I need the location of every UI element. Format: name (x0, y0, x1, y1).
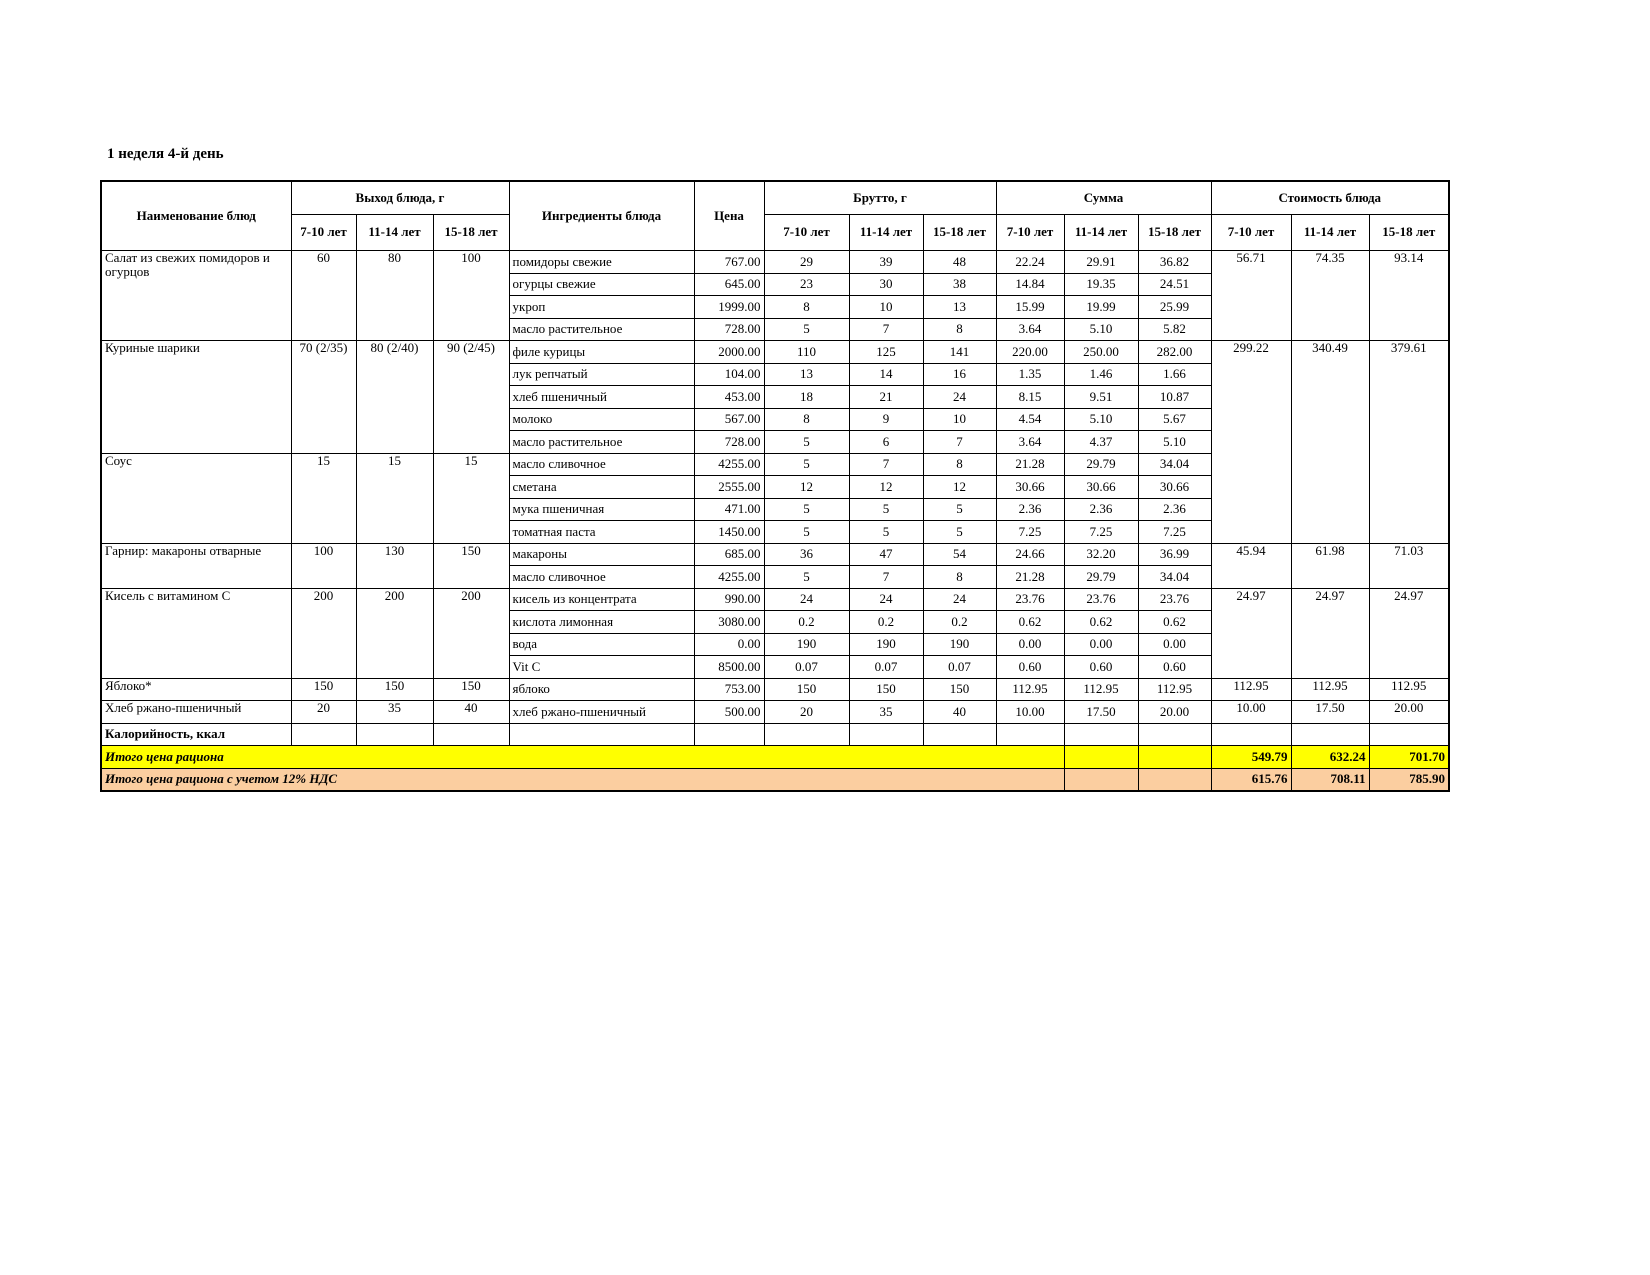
portion-cell: 200 (291, 588, 356, 678)
sum-cell: 29.79 (1064, 453, 1138, 476)
price-cell: 753.00 (694, 678, 764, 701)
dish-name-cell: Хлеб ржано-пшеничный (101, 701, 291, 724)
dish-name-cell: Яблоко* (101, 678, 291, 701)
sum-cell: 112.95 (996, 678, 1064, 701)
sum-cell: 1.35 (996, 363, 1064, 386)
price-cell: 500.00 (694, 701, 764, 724)
brutto-cell: 8 (923, 453, 996, 476)
dish-name-cell: Гарнир: макароны отварные (101, 543, 291, 588)
brutto-cell: 190 (764, 633, 849, 656)
portion-cell: 35 (356, 701, 433, 724)
empty-cell (1291, 723, 1369, 746)
ingredient-cell: лук репчатый (509, 363, 694, 386)
brutto-cell: 10 (849, 296, 923, 319)
brutto-cell: 190 (849, 633, 923, 656)
header-age-col: 15-18 лет (1369, 215, 1449, 251)
sum-cell: 20.00 (1138, 701, 1211, 724)
ingredient-cell: мука пшеничная (509, 498, 694, 521)
sum-cell: 17.50 (1064, 701, 1138, 724)
page-title: 1 неделя 4-й день (107, 146, 224, 162)
header-age-col: 7-10 лет (996, 215, 1064, 251)
sum-cell: 29.91 (1064, 251, 1138, 274)
header-age-col: 15-18 лет (1138, 215, 1211, 251)
brutto-cell: 141 (923, 341, 996, 364)
sum-cell: 4.54 (996, 408, 1064, 431)
price-cell: 728.00 (694, 431, 764, 454)
portion-cell: 130 (356, 543, 433, 588)
dish-name-cell: Куриные шарики (101, 341, 291, 454)
price-cell: 1999.00 (694, 296, 764, 319)
sum-cell: 22.24 (996, 251, 1064, 274)
brutto-cell: 24 (923, 386, 996, 409)
price-cell: 0.00 (694, 633, 764, 656)
brutto-cell: 21 (849, 386, 923, 409)
price-cell: 3080.00 (694, 611, 764, 634)
dish-cost-cell: 112.95 (1369, 678, 1449, 701)
price-cell: 767.00 (694, 251, 764, 274)
sum-cell: 220.00 (996, 341, 1064, 364)
dish-cost-cell: 24.97 (1211, 588, 1291, 678)
brutto-cell: 38 (923, 273, 996, 296)
header-brutto-group: Брутто, г (764, 181, 996, 215)
empty-cell (356, 723, 433, 746)
brutto-cell: 110 (764, 341, 849, 364)
brutto-cell: 7 (849, 453, 923, 476)
empty-cell (849, 723, 923, 746)
dish-name-cell: Кисель с витамином С (101, 588, 291, 678)
price-cell: 1450.00 (694, 521, 764, 544)
sum-cell: 5.10 (1064, 408, 1138, 431)
dish-cost-cell: 93.14 (1369, 251, 1449, 341)
sum-cell: 34.04 (1138, 566, 1211, 589)
header-sum-group: Сумма (996, 181, 1211, 215)
sum-cell: 112.95 (1064, 678, 1138, 701)
ingredient-cell: огурцы свежие (509, 273, 694, 296)
portion-cell: 15 (433, 453, 509, 543)
sum-cell: 0.00 (996, 633, 1064, 656)
brutto-cell: 12 (849, 476, 923, 499)
portion-cell: 60 (291, 251, 356, 341)
brutto-cell: 5 (764, 521, 849, 544)
empty-cell (694, 723, 764, 746)
sum-cell: 112.95 (1138, 678, 1211, 701)
header-age-col: 11-14 лет (1064, 215, 1138, 251)
sum-cell: 0.60 (996, 656, 1064, 679)
sum-cell: 0.60 (1064, 656, 1138, 679)
sum-cell: 19.35 (1064, 273, 1138, 296)
dish-cost-cell: 45.94 (1211, 543, 1291, 588)
brutto-cell: 35 (849, 701, 923, 724)
sum-cell: 19.99 (1064, 296, 1138, 319)
price-cell: 567.00 (694, 408, 764, 431)
dish-cost-cell: 379.61 (1369, 341, 1449, 544)
portion-cell: 70 (2/35) (291, 341, 356, 454)
brutto-cell: 0.07 (764, 656, 849, 679)
header-age-col: 11-14 лет (849, 215, 923, 251)
dish-cost-cell: 24.97 (1291, 588, 1369, 678)
brutto-cell: 7 (849, 566, 923, 589)
ingredient-cell: кисель из концентрата (509, 588, 694, 611)
header-output-group: Выход блюда, г (291, 181, 509, 215)
ingredient-cell: кислота лимонная (509, 611, 694, 634)
total-vat-row (101, 768, 1449, 791)
total-value-cell: 632.24 (1291, 746, 1369, 769)
dish-cost-cell: 56.71 (1211, 251, 1291, 341)
table-row (101, 678, 1449, 701)
price-cell: 104.00 (694, 363, 764, 386)
portion-cell: 100 (433, 251, 509, 341)
sum-cell: 1.46 (1064, 363, 1138, 386)
portion-cell: 15 (356, 453, 433, 543)
brutto-cell: 54 (923, 543, 996, 566)
ingredient-cell: молоко (509, 408, 694, 431)
brutto-cell: 5 (764, 498, 849, 521)
empty-cell (996, 723, 1064, 746)
empty-cell (433, 723, 509, 746)
empty-cell (1064, 723, 1138, 746)
total-value-cell: 785.90 (1369, 768, 1449, 791)
brutto-cell: 24 (923, 588, 996, 611)
sum-cell: 9.51 (1064, 386, 1138, 409)
brutto-cell: 150 (923, 678, 996, 701)
brutto-cell: 12 (764, 476, 849, 499)
sum-cell: 7.25 (1064, 521, 1138, 544)
portion-cell: 100 (291, 543, 356, 588)
brutto-cell: 47 (849, 543, 923, 566)
ingredient-cell: макароны (509, 543, 694, 566)
total-row (101, 746, 1449, 769)
brutto-cell: 8 (923, 566, 996, 589)
header-age-col: 15-18 лет (923, 215, 996, 251)
ingredient-cell: масло растительное (509, 318, 694, 341)
ingredient-cell: помидоры свежие (509, 251, 694, 274)
dish-cost-cell: 299.22 (1211, 341, 1291, 544)
portion-cell: 150 (356, 678, 433, 701)
brutto-cell: 13 (764, 363, 849, 386)
dish-cost-cell: 20.00 (1369, 701, 1449, 724)
empty-cell (1211, 723, 1291, 746)
empty-cell (1369, 723, 1449, 746)
sum-cell: 24.66 (996, 543, 1064, 566)
sum-cell: 21.28 (996, 453, 1064, 476)
ingredient-cell: укроп (509, 296, 694, 319)
brutto-cell: 8 (764, 296, 849, 319)
sum-cell: 36.99 (1138, 543, 1211, 566)
sum-cell: 4.37 (1064, 431, 1138, 454)
total-label: Итого цена рациона (101, 746, 1064, 769)
header-age-col: 11-14 лет (356, 215, 433, 251)
header-ingredients: Ингредиенты блюда (509, 181, 694, 251)
sum-cell: 21.28 (996, 566, 1064, 589)
brutto-cell: 9 (849, 408, 923, 431)
ingredient-cell: филе курицы (509, 341, 694, 364)
header-price: Цена (694, 181, 764, 251)
header-age-col: 15-18 лет (433, 215, 509, 251)
dish-cost-cell: 10.00 (1211, 701, 1291, 724)
dish-cost-cell: 17.50 (1291, 701, 1369, 724)
brutto-cell: 40 (923, 701, 996, 724)
table-row (101, 588, 1449, 611)
brutto-cell: 5 (764, 318, 849, 341)
brutto-cell: 0.2 (849, 611, 923, 634)
brutto-cell: 48 (923, 251, 996, 274)
brutto-cell: 5 (923, 498, 996, 521)
header-age-col: 7-10 лет (764, 215, 849, 251)
sum-cell: 23.76 (1138, 588, 1211, 611)
brutto-cell: 16 (923, 363, 996, 386)
portion-cell: 15 (291, 453, 356, 543)
table-row (101, 251, 1449, 274)
brutto-cell: 24 (764, 588, 849, 611)
brutto-cell: 150 (764, 678, 849, 701)
brutto-cell: 5 (764, 566, 849, 589)
total-value-cell: 708.11 (1291, 768, 1369, 791)
sum-cell: 30.66 (996, 476, 1064, 499)
total-value-cell: 615.76 (1211, 768, 1291, 791)
sum-cell: 34.04 (1138, 453, 1211, 476)
sum-cell: 0.60 (1138, 656, 1211, 679)
portion-cell: 80 (2/40) (356, 341, 433, 454)
sum-cell: 3.64 (996, 431, 1064, 454)
brutto-cell: 18 (764, 386, 849, 409)
brutto-cell: 0.2 (764, 611, 849, 634)
brutto-cell: 23 (764, 273, 849, 296)
ingredient-cell: сметана (509, 476, 694, 499)
empty-cell (509, 723, 694, 746)
sum-cell: 2.36 (1064, 498, 1138, 521)
price-cell: 645.00 (694, 273, 764, 296)
dish-cost-cell: 74.35 (1291, 251, 1369, 341)
empty-cell (1064, 746, 1138, 769)
brutto-cell: 0.2 (923, 611, 996, 634)
ingredient-cell: яблоко (509, 678, 694, 701)
calories-row (101, 723, 1449, 746)
sum-cell: 8.15 (996, 386, 1064, 409)
dish-cost-cell: 112.95 (1211, 678, 1291, 701)
dish-name-cell: Салат из свежих помидоров и огурцов (101, 251, 291, 341)
brutto-cell: 7 (849, 318, 923, 341)
header-age-col: 7-10 лет (291, 215, 356, 251)
sum-cell: 0.00 (1138, 633, 1211, 656)
brutto-cell: 5 (764, 431, 849, 454)
ingredient-cell: масло растительное (509, 431, 694, 454)
sum-cell: 23.76 (996, 588, 1064, 611)
sum-cell: 2.36 (1138, 498, 1211, 521)
portion-cell: 150 (433, 543, 509, 588)
price-cell: 4255.00 (694, 453, 764, 476)
price-cell: 990.00 (694, 588, 764, 611)
empty-cell (1138, 768, 1211, 791)
brutto-cell: 190 (923, 633, 996, 656)
brutto-cell: 39 (849, 251, 923, 274)
brutto-cell: 0.07 (849, 656, 923, 679)
brutto-cell: 8 (764, 408, 849, 431)
ingredient-cell: томатная паста (509, 521, 694, 544)
sum-cell: 5.82 (1138, 318, 1211, 341)
sum-cell: 32.20 (1064, 543, 1138, 566)
total-value-cell: 701.70 (1369, 746, 1449, 769)
sum-cell: 0.62 (1138, 611, 1211, 634)
ration-cost-table (100, 180, 1450, 792)
portion-cell: 40 (433, 701, 509, 724)
ingredient-cell: хлеб пшеничный (509, 386, 694, 409)
brutto-cell: 5 (849, 521, 923, 544)
sum-cell: 30.66 (1138, 476, 1211, 499)
header-age-row (101, 215, 1449, 251)
dish-cost-cell: 61.98 (1291, 543, 1369, 588)
table-row (101, 341, 1449, 364)
brutto-cell: 13 (923, 296, 996, 319)
price-cell: 728.00 (694, 318, 764, 341)
header-age-col: 11-14 лет (1291, 215, 1369, 251)
price-cell: 453.00 (694, 386, 764, 409)
portion-cell: 150 (433, 678, 509, 701)
price-cell: 8500.00 (694, 656, 764, 679)
sum-cell: 23.76 (1064, 588, 1138, 611)
sum-cell: 7.25 (1138, 521, 1211, 544)
sum-cell: 250.00 (1064, 341, 1138, 364)
table-row (101, 543, 1449, 566)
price-cell: 2000.00 (694, 341, 764, 364)
total-value-cell: 549.79 (1211, 746, 1291, 769)
sum-cell: 2.36 (996, 498, 1064, 521)
empty-cell (291, 723, 356, 746)
price-cell: 471.00 (694, 498, 764, 521)
sum-cell: 15.99 (996, 296, 1064, 319)
dish-cost-cell: 71.03 (1369, 543, 1449, 588)
header-group-row (101, 181, 1449, 215)
sum-cell: 14.84 (996, 273, 1064, 296)
brutto-cell: 5 (764, 453, 849, 476)
brutto-cell: 5 (923, 521, 996, 544)
brutto-cell: 36 (764, 543, 849, 566)
sum-cell: 3.64 (996, 318, 1064, 341)
empty-cell (1138, 723, 1211, 746)
portion-cell: 200 (356, 588, 433, 678)
ingredient-cell: Vit C (509, 656, 694, 679)
sum-cell: 10.87 (1138, 386, 1211, 409)
brutto-cell: 8 (923, 318, 996, 341)
brutto-cell: 14 (849, 363, 923, 386)
dish-name-cell: Соус (101, 453, 291, 543)
header-age-col: 7-10 лет (1211, 215, 1291, 251)
portion-cell: 20 (291, 701, 356, 724)
empty-cell (1064, 768, 1138, 791)
sum-cell: 25.99 (1138, 296, 1211, 319)
price-cell: 2555.00 (694, 476, 764, 499)
sum-cell: 30.66 (1064, 476, 1138, 499)
ingredient-cell: хлеб ржано-пшеничный (509, 701, 694, 724)
brutto-cell: 10 (923, 408, 996, 431)
sum-cell: 5.67 (1138, 408, 1211, 431)
sum-cell: 0.00 (1064, 633, 1138, 656)
ingredient-cell: масло сливочное (509, 566, 694, 589)
portion-cell: 90 (2/45) (433, 341, 509, 454)
total-vat-label: Итого цена рациона с учетом 12% НДС (101, 768, 1064, 791)
price-cell: 685.00 (694, 543, 764, 566)
brutto-cell: 30 (849, 273, 923, 296)
portion-cell: 80 (356, 251, 433, 341)
sum-cell: 0.62 (1064, 611, 1138, 634)
header-cost-group: Стоимость блюда (1211, 181, 1449, 215)
brutto-cell: 12 (923, 476, 996, 499)
brutto-cell: 6 (849, 431, 923, 454)
sum-cell: 10.00 (996, 701, 1064, 724)
ingredient-cell: вода (509, 633, 694, 656)
brutto-cell: 7 (923, 431, 996, 454)
sum-cell: 36.82 (1138, 251, 1211, 274)
sum-cell: 29.79 (1064, 566, 1138, 589)
price-cell: 4255.00 (694, 566, 764, 589)
brutto-cell: 29 (764, 251, 849, 274)
dish-cost-cell: 340.49 (1291, 341, 1369, 544)
portion-cell: 200 (433, 588, 509, 678)
header-dish-name: Наименование блюд (101, 181, 291, 251)
brutto-cell: 150 (849, 678, 923, 701)
brutto-cell: 125 (849, 341, 923, 364)
brutto-cell: 5 (849, 498, 923, 521)
dish-cost-cell: 24.97 (1369, 588, 1449, 678)
brutto-cell: 20 (764, 701, 849, 724)
sum-cell: 1.66 (1138, 363, 1211, 386)
empty-cell (1138, 746, 1211, 769)
sum-cell: 7.25 (996, 521, 1064, 544)
brutto-cell: 0.07 (923, 656, 996, 679)
sum-cell: 282.00 (1138, 341, 1211, 364)
sum-cell: 5.10 (1064, 318, 1138, 341)
sum-cell: 5.10 (1138, 431, 1211, 454)
empty-cell (764, 723, 849, 746)
brutto-cell: 24 (849, 588, 923, 611)
portion-cell: 150 (291, 678, 356, 701)
sum-cell: 0.62 (996, 611, 1064, 634)
sum-cell: 24.51 (1138, 273, 1211, 296)
calories-label: Калорийность, ккал (101, 723, 291, 746)
dish-cost-cell: 112.95 (1291, 678, 1369, 701)
empty-cell (923, 723, 996, 746)
table-row (101, 701, 1449, 724)
ingredient-cell: масло сливочное (509, 453, 694, 476)
